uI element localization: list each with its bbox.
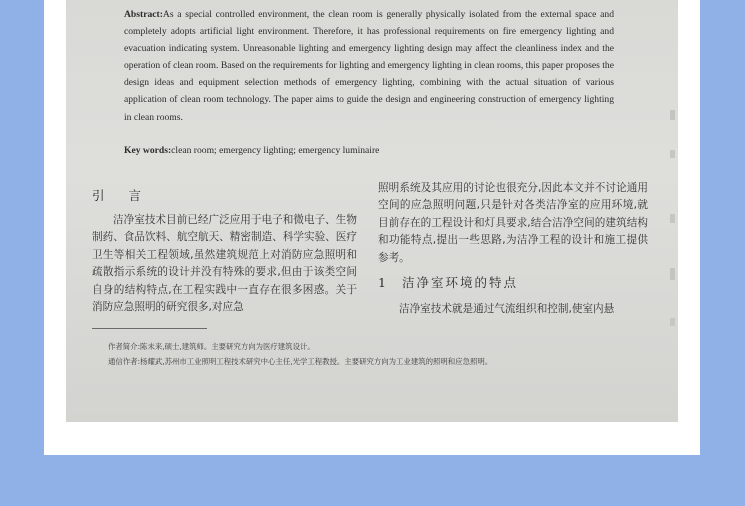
section-heading [378,273,648,291]
author-note: 作者简介:陈未来,硕士,建筑师。主要研究方向为医疗建筑设计。 [108,342,315,351]
footnotes [108,339,628,369]
abstract-label: Abstract: [124,9,163,20]
bleed-through-marks [664,0,678,422]
keywords-label: Key words: [124,145,172,156]
section-title: 洁净室环境的特点 [401,275,518,291]
abstract-block [124,6,614,126]
intro-paragraph: 洁净室技术目前已经广泛应用于电子和微电子、生物制药、食品饮料、航空航天、精密制造、科学实验、医疗卫生等相关工程领域,虽然建筑规范上对消防应急照明和疏散指示系统的设计并没有特殊的要求,但由于该类空间自身的结构特点,在工程实践中一直存在很多困惑。关于消防应急照明的研究很多,对应急 [92,214,357,314]
keywords-text: clean room; emergency lighting; emergency luminaire [171,145,380,156]
section-number: 1 [378,275,388,291]
right-column [378,180,648,318]
section-paragraph: 洁净室技术就是通过气流组织和控制,使室内悬 [399,303,615,316]
left-column [92,186,357,316]
footnote-rule [92,328,207,329]
keywords-line [124,145,614,156]
paper-photo [66,0,678,422]
corresponding-note: 通信作者:杨耀武,苏州市工业照明工程技术研究中心主任,光学工程教授。主要研究方向为工业建筑的照明和应急照明。 [108,357,493,366]
intro-continuation: 照明系统及其应用的讨论也很充分,因此本文并不讨论通用空间的应急照明问题,只是针对各类洁净室的应用环境,就目前存在的工程设计和灯具要求,结合洁净空间的建筑结构和功能特点,提出一些思路,为洁净工程的设计和施工提供参考。 [378,182,648,264]
abstract-text: As a special controlled environment, the clean room is generally physically isolated from the external space and completely adopts artificial light environment. Therefore, it has professional requirements on fire emergency lighting and evacuation indicating system. Unreasonable lighting and emergency lighting design may affect the cleanliness index and the operation of clean room. Based on the requirements for lighting and emergency lighting in clean rooms, this paper proposes the design ideas and equipment selection methods of emergency lighting, combining with the actual situation of various application of clean room technology. The paper aims to guide the design and engineering construction of emergency lighting in clean rooms. [124,9,614,123]
intro-heading: 引 言 [92,188,151,203]
